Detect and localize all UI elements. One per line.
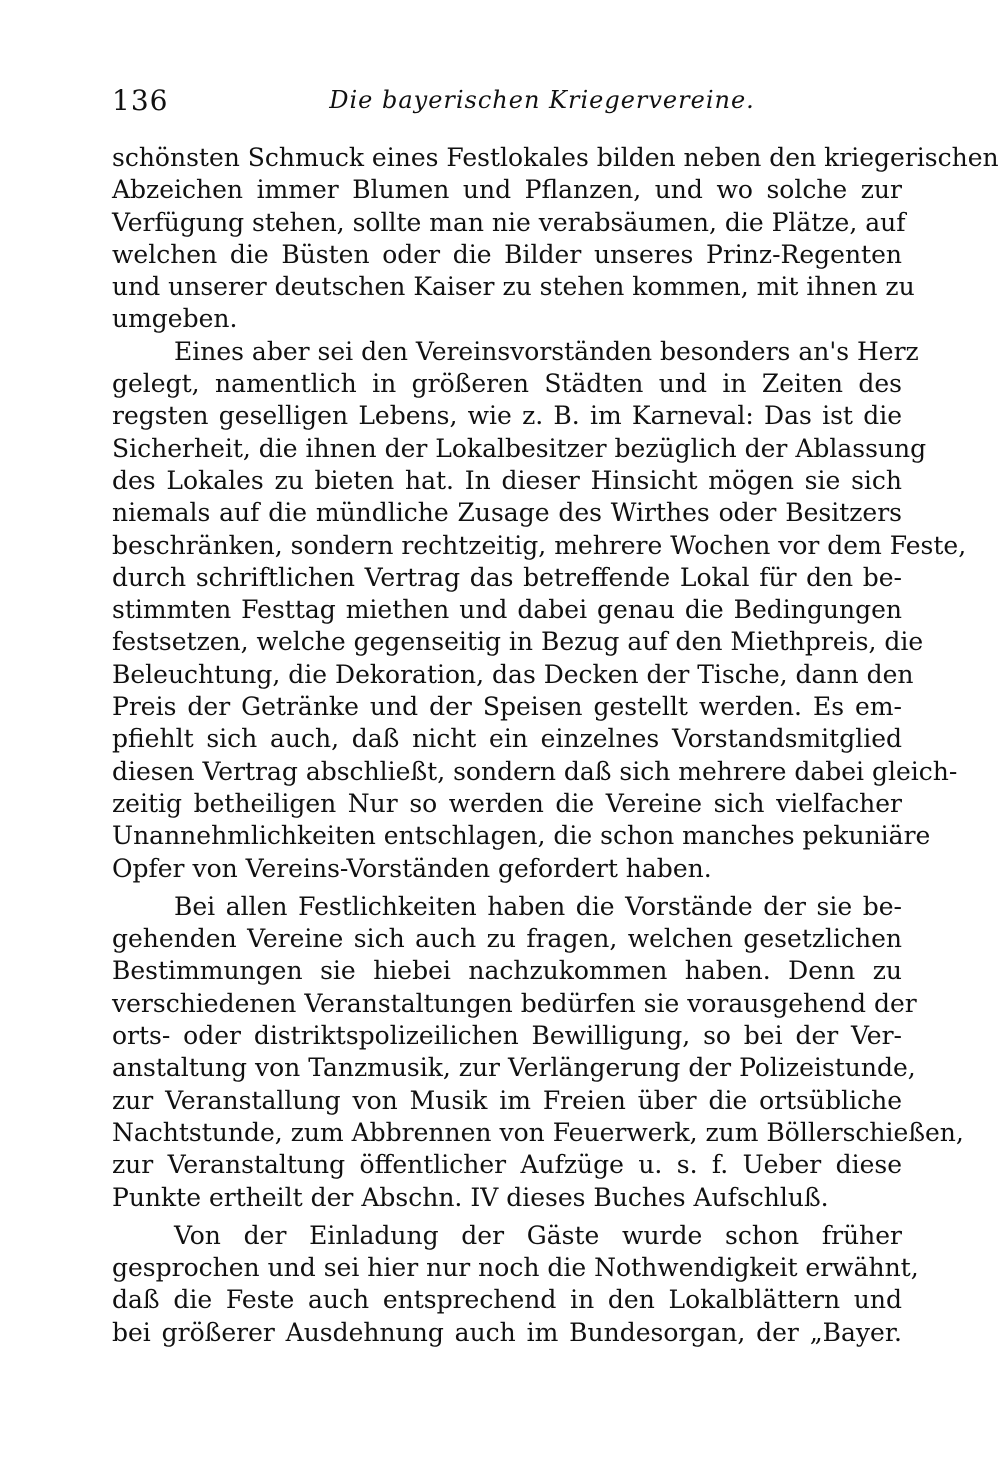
text-line: gesprochen und sei hier nur noch die Nothwendigkeit erwähnt, <box>112 1253 919 1283</box>
paragraph-1 <box>112 142 999 336</box>
text-line: Sicherheit, die ihnen der Lokalbesitzer bezüglich der Ablassung <box>112 433 927 463</box>
paragraph-3 <box>112 891 964 1214</box>
text-line: pfiehlt sich auch, daß nicht ein einzelnes Vorstandsmitglied <box>112 724 902 754</box>
text-line: anstaltung von Tanzmusik, zur Verlängerung der Polizeistunde, <box>112 1053 916 1083</box>
text-line: zeitig betheiligen Nur so werden die Vereine sich vielfacher <box>112 788 902 818</box>
text-line: Abzeichen immer Blumen und Pflanzen, und wo solche zur <box>112 175 902 205</box>
text-line: Unannehmlichkeiten entschlagen, die schon manches pekuniäre <box>112 821 931 851</box>
text-line: stimmten Festtag miethen und dabei genau die Bedingungen <box>112 595 902 625</box>
text-line: niemals auf die mündliche Zusage des Wirthes oder Besitzers <box>112 498 902 528</box>
page-number: 136 <box>112 84 169 117</box>
text-line: Von der Einladung der Gäste wurde schon früher <box>174 1220 902 1250</box>
text-line: und unserer deutschen Kaiser zu stehen kommen, mit ihnen zu <box>112 272 915 302</box>
page-header <box>112 78 902 122</box>
text-line: gelegt, namentlich in größeren Städten und in Zeiten des <box>112 369 902 399</box>
text-line: Bestimmungen sie hiebei nachzukommen haben. Denn zu <box>112 956 902 986</box>
text-line: orts- oder distriktspolizeilichen Bewilligung, so bei der Ver- <box>112 1021 902 1051</box>
text-line: des Lokales zu bieten hat. In dieser Hinsicht mögen sie sich <box>112 465 902 495</box>
text-line: bei größerer Ausdehnung auch im Bundesorgan, der „Bayer. <box>112 1317 902 1347</box>
text-line: Beleuchtung, die Dekoration, das Decken der Tische, dann den <box>112 659 914 689</box>
text-line: Opfer von Vereins-Vorständen gefordert haben. <box>112 853 712 883</box>
text-line: regsten geselligen Lebens, wie z. B. im Karneval: Das ist die <box>112 401 902 431</box>
text-line: festsetzen, welche gegenseitig in Bezug auf den Miethpreis, die <box>112 627 924 657</box>
body-text <box>112 142 999 1349</box>
text-line: gehenden Vereine sich auch zu fragen, welchen gesetzlichen <box>112 924 902 954</box>
text-line: schönsten Schmuck eines Festlokales bilden neben den kriegerischen <box>112 143 999 172</box>
text-line: welchen die Büsten oder die Bilder unseres Prinz-Regenten <box>112 239 902 269</box>
text-line: zur Veranstaltung öffentlicher Aufzüge u. s. f. Ueber diese <box>112 1150 902 1180</box>
paragraph-4 <box>112 1220 919 1349</box>
text-line: diesen Vertrag abschließt, sondern daß sich mehrere dabei gleich- <box>112 756 958 786</box>
text-line: Nachtstunde, zum Abbrennen von Feuerwerk, zum Böllerschießen, <box>112 1117 964 1147</box>
text-line: Bei allen Festlichkeiten haben die Vorstände der sie be- <box>174 891 902 921</box>
running-title: Die bayerischen Kriegervereine. <box>329 86 755 114</box>
text-line: durch schriftlichen Vertrag das betreffende Lokal für den be- <box>112 562 902 592</box>
text-line: daß die Feste auch entsprechend in den Lokalblättern und <box>112 1285 902 1315</box>
text-line: zur Veranstallung von Musik im Freien über die ortsübliche <box>112 1085 902 1115</box>
text-line: Eines aber sei den Vereinsvorständen besonders an's Herz <box>174 336 919 366</box>
text-line: umgeben. <box>112 304 238 334</box>
text-line: Punkte ertheilt der Abschn. IV dieses Buches Aufschluß. <box>112 1182 829 1212</box>
text-line: verschiedenen Veranstaltungen bedürfen sie vorausgehend der <box>112 988 917 1018</box>
text-line: Preis der Getränke und der Speisen gestellt werden. Es em- <box>112 692 902 722</box>
text-line: beschränken, sondern rechtzeitig, mehrere Wochen vor dem Feste, <box>112 530 967 560</box>
paragraph-2 <box>112 336 967 885</box>
text-line: Verfügung stehen, sollte man nie verabsäumen, die Plätze, auf <box>112 207 906 237</box>
